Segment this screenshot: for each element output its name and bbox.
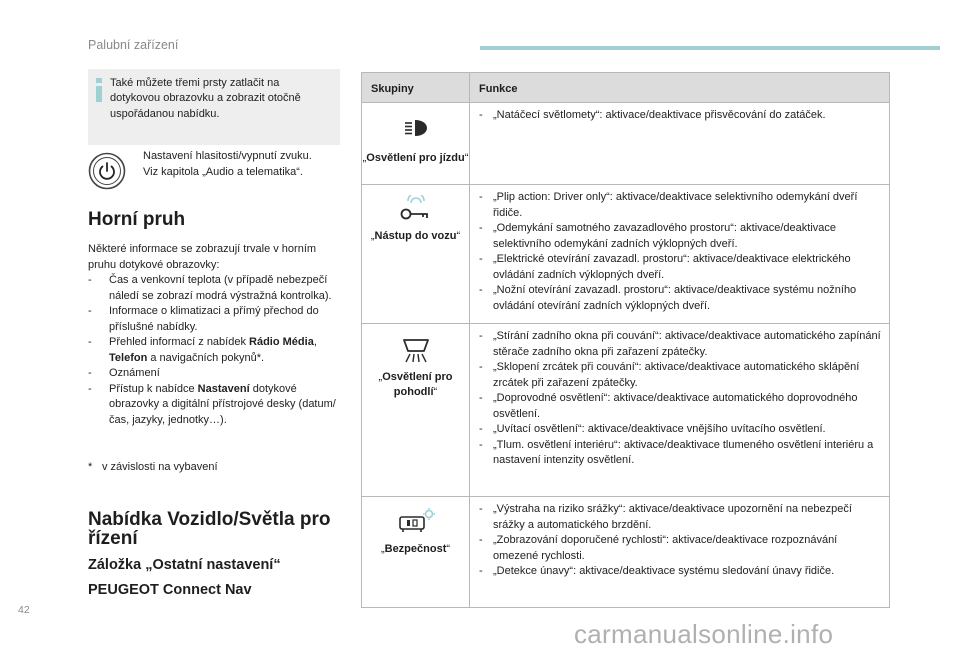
list-item: - „Zobrazování doporučené rychlosti“: aktivace/deaktivace rozpoznávání omezené rychlosti. — [479, 534, 838, 562]
list-item: - „Nožní otevírání zavazadl. prostoru“: aktivace/deaktivace systému nožního ovládání otevírání zadních výklopných dveří. — [479, 284, 857, 312]
horni-pruh-intro: Některé informace se zobrazují trvale v horním pruhu dotykové obrazovky: — [88, 243, 317, 271]
running-header: Palubní zařízení — [88, 38, 179, 52]
column-header-skupiny: Skupiny — [362, 73, 470, 102]
list-item: - „Uvítací osvětlení“: aktivace/deaktivace vnějšího uvítacího osvětlení. — [479, 423, 826, 435]
group-label: „Bezpečnost“ — [380, 543, 451, 555]
tip-text: Také můžete třemi prsty zatlačit na dotykovou obrazovku a zobrazit otočně uspořádanou nabídku. — [110, 77, 301, 120]
page-number: 42 — [18, 604, 30, 616]
list-item: - „Stírání zadního okna při couvání“: aktivace/deaktivace automatického zapínání stěrače zadního okna při zařazení zpátečky. — [479, 330, 881, 358]
group-cell — [362, 497, 470, 607]
power-icon — [88, 152, 126, 190]
list-item: - „Plip action: Driver only“: aktivace/deaktivace selektivního odemykání dveří řidiče. — [479, 191, 858, 219]
section-title-menu: Nabídka Vozidlo/Světla pro řízení — [88, 509, 331, 549]
list-item: - „Elektrické otevírání zavazadl. prostoru“: aktivace/deaktivace elektrického ovládání zadních výklopných dveří. — [479, 253, 851, 281]
group-cell — [362, 324, 470, 496]
group-cell — [362, 103, 470, 184]
safety-settings-icon — [396, 507, 436, 533]
table-row — [362, 185, 889, 324]
functions-table — [361, 72, 890, 608]
subtab-title: Záložka „Ostatní nastavení“ — [88, 557, 281, 573]
power-line-2: Viz kapitola „Audio a telematika“. — [143, 165, 303, 178]
column-header-funkce: Funkce — [479, 83, 518, 95]
info-icon — [94, 78, 104, 102]
tip-box — [88, 69, 340, 145]
functions-cell — [470, 497, 889, 607]
connect-title: PEUGEOT Connect Nav — [88, 582, 252, 598]
list-item: - Oznámení — [88, 367, 160, 379]
list-item: - „Tlum. osvětlení interiéru“: aktivace/deaktivace tlumeného osvětlení interiéru a nastavení intenzity osvětlení. — [479, 438, 874, 466]
list-item: - „Doprovodné osvětlení“: aktivace/deaktivace automatického doprovodného osvětlení. — [479, 392, 858, 420]
list-item: - „Natáčecí světlomety“: aktivace/deaktivace přisvěcování do zatáček. — [479, 109, 826, 121]
list-item: - „Výstraha na riziko srážky“: aktivace/deaktivace upozornění na nebezpečí srážky a automatického brzdění. — [479, 503, 852, 531]
group-cell — [362, 185, 470, 323]
table-header — [362, 73, 889, 103]
section-title-horni-pruh: Horní pruh — [88, 209, 186, 230]
functions-cell — [470, 103, 889, 184]
list-item: - Přehled informací z nabídek Rádio Média, Telefon a navigačních pokynů*. — [88, 336, 317, 364]
list-item: - Přístup k nabídce Nastavení dotykové obrazovky a digitální přístrojové desky (datum/čas, jazyky, jednotky…). — [88, 382, 336, 426]
functions-cell — [470, 324, 889, 496]
list-item: - Čas a venkovní teplota (v případě nebezpečí náledí se zobrazí modrá výstražná kontrolka). — [88, 274, 332, 302]
group-label: „Nástup do vozu“ — [370, 230, 461, 242]
table-row — [362, 497, 889, 607]
list-item: - „Odemykání samotného zavazadlového prostoru“: aktivace/deaktivace selektivního odemykání zadních výklopných dveří. — [479, 222, 837, 250]
watermark: carmanualsonline.info — [574, 619, 834, 649]
functions-cell — [470, 185, 889, 323]
ambient-light-icon — [399, 334, 433, 364]
group-label: „Osvětlení pro jízdu“ — [362, 152, 469, 164]
horni-pruh-list — [88, 273, 344, 428]
horni-pruh-body — [88, 242, 344, 428]
list-item: - Informace o klimatizaci a přímý přechod do příslušné nabídky. — [88, 305, 319, 333]
group-label: „Osvětlení pro pohodlí“ — [378, 371, 453, 398]
key-icon — [399, 195, 433, 223]
table-row — [362, 324, 889, 497]
power-line-1: Nastavení hlasitosti/vypnutí zvuku. — [143, 150, 312, 162]
table-row — [362, 103, 889, 185]
footnote: * v závislosti na vybavení — [88, 461, 218, 473]
list-item: - „Sklopení zrcátek při couvání“: aktivace/deaktivace automatického sklápění zrcátek při zařazení zpátečky. — [479, 361, 860, 389]
header-accent-bar — [480, 46, 940, 50]
list-item: - „Detekce únavy“: aktivace/deaktivace systému sledování únavy řidiče. — [479, 565, 835, 577]
power-description — [143, 149, 343, 180]
headlight-icon — [401, 117, 431, 139]
